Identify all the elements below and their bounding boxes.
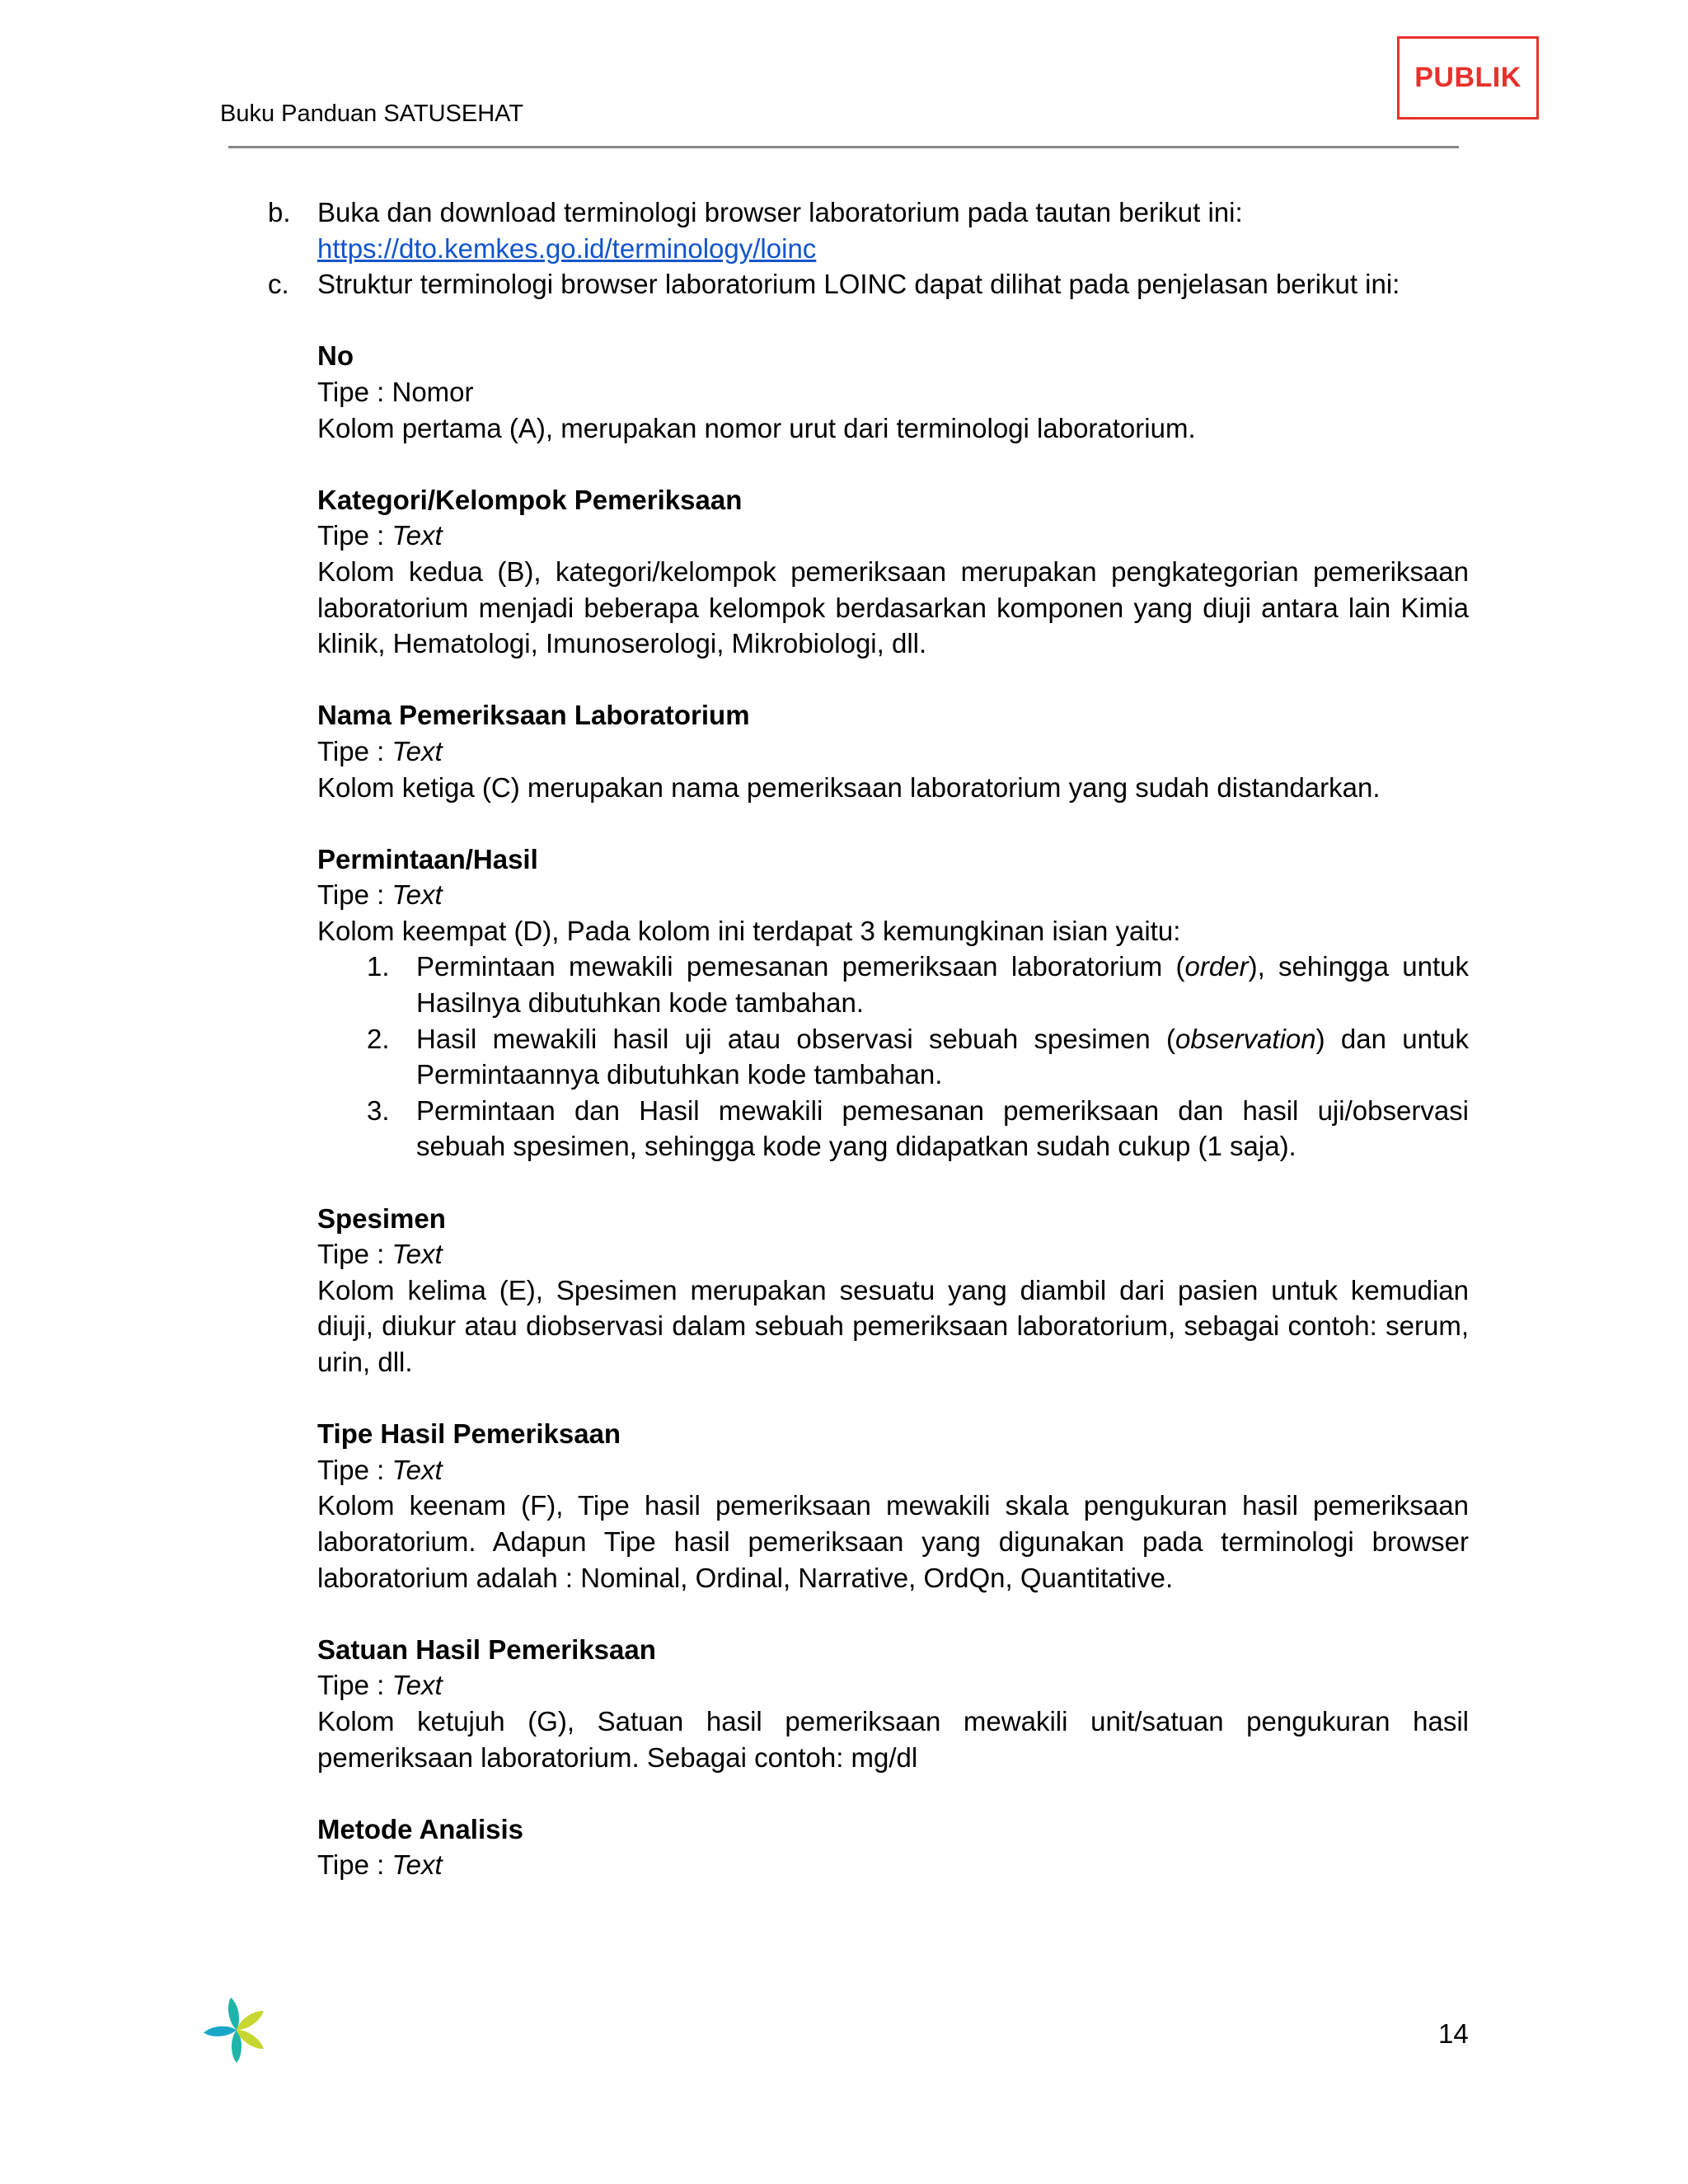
page-number: 14 [1438, 2018, 1469, 2049]
section-title: Kategori/Kelompok Pemeriksaan [317, 484, 743, 515]
section-title: Tipe Hasil Pemeriksaan [317, 1418, 621, 1450]
section-description: Kolom kelima (E), Spesimen merupakan sesuatu yang diambil dari pasien untuk kemudian diuji, diukur atau diobservasi dalam sebuah pemeriksaan laboratorium, sebagai contoh: serum, urin, dll. [317, 1274, 1469, 1377]
section-title: Nama Pemeriksaan Laboratorium [317, 700, 750, 731]
section-type: Tipe : Nomor [317, 376, 474, 407]
section-description: Kolom ketujuh (G), Satuan hasil pemeriksaan mewakili unit/satuan pengukuran hasil pemeriksaan laboratorium. Sebagai contoh: mg/dl [317, 1705, 1469, 1773]
section-tipe-hasil [317, 1416, 1469, 1596]
list-item-text: Struktur terminologi browser laboratorium LOINC dapat dilihat pada penjelasan berikut ini: [317, 269, 1400, 300]
ordered-list [367, 949, 1469, 1165]
ordered-list-item: 3. Permintaan dan Hasil mewakili pemesanan pemeriksaan dan hasil uji/observasi sebuah spesimen, sehingga kode yang didapatkan sudah cukup (1 saja). [367, 1094, 1469, 1162]
publik-badge: PUBLIK [1397, 36, 1539, 120]
kemenkes-logo-icon [202, 1993, 272, 2067]
section-spesimen [317, 1201, 1469, 1380]
section-type: Tipe : Text [317, 879, 443, 911]
ordered-list-item: 1. Permintaan mewakili pemesanan pemeriksaan laboratorium (order), sehingga untuk Hasilnya dibutuhkan kode tambahan. [367, 951, 1469, 1019]
section-description: Kolom pertama (A), merupakan nomor urut dari terminologi laboratorium. [317, 412, 1196, 443]
list-marker: b. [268, 197, 291, 227]
header-divider [228, 146, 1459, 148]
list-item-b [268, 194, 1469, 266]
section-type: Tipe : Text [317, 1239, 443, 1270]
list-marker: c. [268, 269, 289, 300]
section-description: Kolom kedua (B), kategori/kelompok pemeriksaan merupakan pengkategorian pemeriksaan laboratorium menjadi beberapa kelompok berdasarkan komponen yang diuji antara lain Kimia klinik, Hematologi, Imunoserologi, Mikrobiologi, dll. [317, 555, 1469, 659]
section-title: Satuan Hasil Pemeriksaan [317, 1633, 656, 1665]
list-item-text: Buka dan download terminologi browser laboratorium pada tautan berikut ini: [317, 197, 1243, 227]
loinc-link[interactable]: https://dto.kemkes.go.id/terminology/loinc [317, 232, 817, 264]
section-type: Tipe : Text [317, 1670, 443, 1701]
header-title: Buku Panduan SATUSEHAT [220, 101, 524, 127]
section-nama [317, 697, 1469, 805]
list-item-c [268, 266, 1469, 302]
section-metode [317, 1811, 1469, 1883]
section-title: Spesimen [317, 1202, 446, 1234]
section-type: Tipe : Text [317, 735, 443, 766]
ordered-list-item: 2. Hasil mewakili hasil uji atau observasi sebuah spesimen (observation) dan untuk Permintaannya dibutuhkan kode tambahan. [367, 1023, 1469, 1090]
section-permintaan [317, 841, 1469, 1165]
section-type: Tipe : Text [317, 520, 443, 551]
section-kategori [317, 482, 1469, 662]
section-title: Metode Analisis [317, 1813, 523, 1844]
section-description: Kolom keenam (F), Tipe hasil pemeriksaan mewakili skala pengukuran hasil pemeriksaan laboratorium. Adapun Tipe hasil pemeriksaan yang digunakan pada terminologi browser laboratorium adalah : Nominal, Ordinal, Narrative, OrdQn, Quantitative. [317, 1490, 1469, 1593]
document-body [268, 194, 1469, 1883]
section-description: Kolom keempat (D), Pada kolom ini terdapat 3 kemungkinan isian yaitu: [317, 915, 1181, 946]
section-title: No [317, 340, 354, 372]
section-description: Kolom ketiga (C) merupakan nama pemeriksaan laboratorium yang sudah distandarkan. [317, 771, 1381, 803]
section-no [317, 338, 1469, 446]
section-type: Tipe : Text [317, 1849, 443, 1881]
logo-petal [204, 2025, 237, 2037]
section-satuan [317, 1632, 1469, 1775]
section-type: Tipe : Text [317, 1454, 443, 1485]
section-title: Permintaan/Hasil [317, 843, 538, 874]
